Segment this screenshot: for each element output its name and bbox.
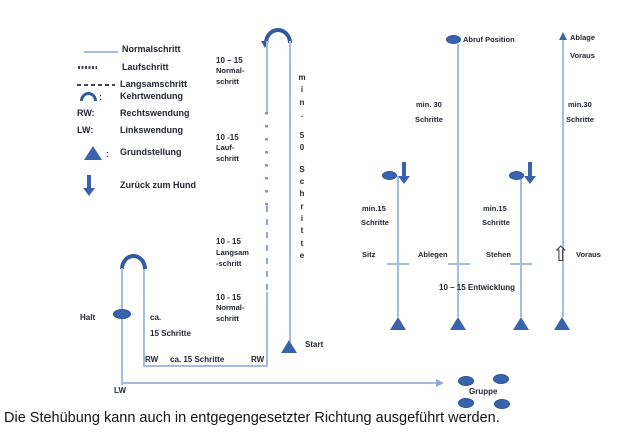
sitz-dog-ellipse — [382, 171, 397, 180]
voraus-schritte-label: Schritte — [566, 115, 594, 124]
stehen-dog-ellipse — [509, 171, 524, 180]
sitz-return-arrowhead-icon — [398, 176, 410, 184]
normalschritt-line-icon — [84, 51, 118, 53]
to-gruppe-line — [121, 382, 437, 384]
grundstellung-triangle-icon — [84, 146, 102, 160]
legend-grundstellung-colon: : — [106, 149, 109, 159]
box-left-line — [143, 269, 145, 367]
voraus-min-label: min.30 — [568, 100, 592, 109]
sitz-schritte-label: Schritte — [361, 218, 389, 227]
stehen-schritte-label: Schritte — [482, 218, 510, 227]
gruppe-person-ellipse — [458, 398, 474, 408]
legend-normalschritt-label: Normalschritt — [122, 44, 181, 54]
heel-away-line — [289, 41, 291, 342]
voraus-grundstellung-triangle — [554, 317, 570, 330]
segment2-line2-label: schritt — [216, 154, 239, 163]
gruppe-person-ellipse — [493, 374, 509, 384]
legend-grundstellung-label: Grundstellung — [120, 147, 182, 157]
halt-kehrtwendung-arc — [120, 254, 147, 269]
segment1-line1-label: Normal- — [216, 66, 245, 75]
sitz-min-label: min.15 — [362, 204, 386, 213]
sitz-grundstellung-triangle — [390, 317, 406, 330]
halt-label: Halt — [80, 313, 96, 322]
return-line-normal-2 — [266, 292, 268, 366]
laufschritt-dots-icon — [78, 66, 97, 69]
segment4-range-label: 10 - 15 — [216, 293, 241, 302]
legend-rw-abbr: RW: — [77, 108, 95, 118]
segment3-range-label: 10 - 15 — [216, 237, 241, 246]
zurueck-zum-hund-arrowhead-icon — [83, 188, 95, 196]
ablegen-tick — [448, 263, 470, 265]
lw-label: LW — [114, 386, 126, 395]
ablegen-line — [457, 44, 459, 317]
sitz-label: Sitz — [362, 250, 376, 259]
legend-zurueck-label: Zurück zum Hund — [120, 180, 196, 190]
halt-dog-ellipse — [113, 309, 131, 319]
rw-right-label: RW — [251, 355, 265, 364]
sitz-return-arrow-icon — [402, 162, 406, 176]
stehen-min-label: min.15 — [483, 204, 507, 213]
voraus-line — [562, 40, 564, 317]
segment4-line2-label: schritt — [216, 314, 239, 323]
return-line-langsamschritt-dashed — [266, 206, 268, 292]
min-50-schritte-vertical-label: m i n . 5 0 S c h r i t t e — [298, 73, 306, 260]
to-gruppe-arrowhead — [436, 379, 444, 387]
schritte-15-label: 15 Schritte — [150, 329, 191, 338]
rw-bottom-line — [143, 365, 268, 367]
legend-langsamschritt-label: Langsamschritt — [120, 79, 188, 89]
gruppe-label: Gruppe — [469, 387, 498, 396]
caption: Die Stehübung kann auch in entgegengesetzter Richtung ausgeführt werden. — [4, 410, 500, 426]
start-grundstellung-triangle — [281, 340, 297, 353]
ablegen-min-label: min. 30 — [416, 100, 442, 109]
stehen-grundstellung-triangle — [513, 317, 529, 330]
legend-kehrtwendung-colon: : — [99, 92, 102, 102]
return-line-normal-1 — [266, 41, 268, 112]
legend-laufschritt-label: Laufschritt — [122, 62, 169, 72]
abruf-position-ellipse — [446, 35, 461, 44]
segment3-line1-label: Langsam — [216, 248, 249, 257]
ablegen-grundstellung-triangle — [450, 317, 466, 330]
segment4-line1-label: Normal- — [216, 303, 245, 312]
rw-left-label: RW — [145, 355, 159, 364]
gruppe-person-ellipse — [494, 399, 510, 409]
stehen-return-arrowhead-icon — [524, 176, 536, 184]
voraus-hollow-arrow-icon: ⇧ — [552, 242, 570, 266]
ablage-label: Ablage — [570, 33, 596, 42]
stehen-return-arrow-icon — [528, 162, 532, 176]
entwicklung-label: 10 – 15 Entwicklung — [439, 283, 516, 292]
stehen-label: Stehen — [486, 250, 512, 259]
gruppe-person-ellipse — [458, 376, 474, 386]
stehen-line — [520, 176, 522, 317]
segment1-line2-label: schritt — [216, 77, 239, 86]
start-label: Start — [305, 340, 324, 349]
ca-label: ca. — [150, 313, 162, 322]
sitz-line — [397, 176, 399, 317]
kehrtwendung-arc-icon — [80, 92, 97, 101]
return-line-laufschritt-dotted — [265, 112, 268, 206]
abruf-position-label: Abruf Position — [463, 35, 515, 44]
ablegen-label: Ablegen — [418, 250, 448, 259]
ablegen-schritte-label: Schritte — [415, 115, 443, 124]
legend-kehrtwendung-label: Kehrtwendung — [120, 91, 183, 101]
zurueck-zum-hund-arrow-icon — [87, 175, 91, 188]
stehen-tick — [510, 263, 532, 265]
voraus-up-arrowhead — [559, 32, 567, 40]
segment2-range-label: 10 -15 — [216, 133, 239, 142]
halt-line — [121, 268, 123, 385]
legend-linkswendung-label: Linkswendung — [120, 125, 183, 135]
legend-lw-abbr: LW: — [77, 125, 94, 135]
segment2-line1-label: Lauf- — [216, 143, 235, 152]
voraus-top-label: Voraus — [570, 51, 595, 60]
sitz-tick — [387, 263, 409, 265]
legend-rechtswendung-label: Rechtswendung — [120, 108, 190, 118]
segment1-range-label: 10 – 15 — [216, 56, 243, 65]
langsamschritt-dashes-icon — [77, 84, 115, 86]
voraus-label: Voraus — [576, 250, 601, 259]
segment3-line2-label: -schritt — [216, 259, 242, 268]
ca-15-schritte-label: ca. 15 Schritte — [170, 355, 225, 364]
